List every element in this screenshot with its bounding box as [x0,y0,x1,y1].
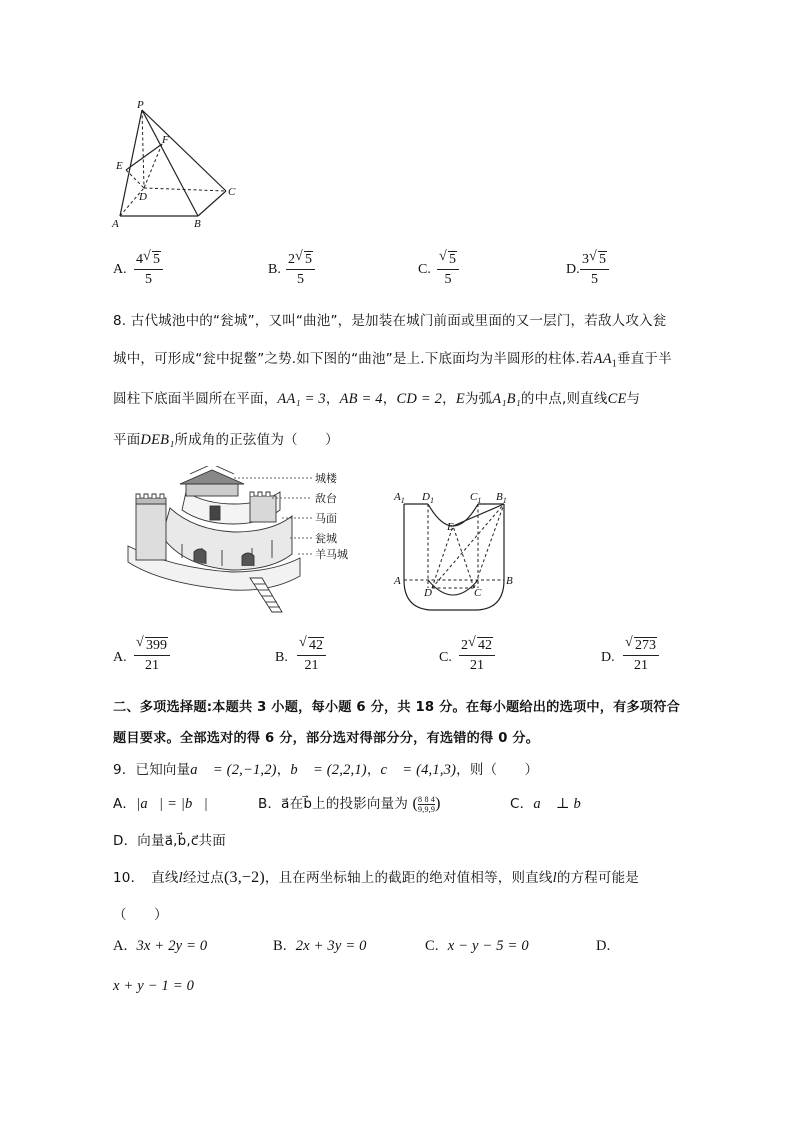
label-D: D [424,587,432,599]
label-D1: $D_1$ [422,491,434,505]
q7-option-b[interactable] [268,262,281,278]
label-B1: $B_1$ [496,491,507,505]
label-C: C [474,587,482,599]
option-letter: C. [439,650,452,665]
castle-illustration [122,466,362,614]
q8-option-c[interactable] [439,650,452,666]
section-2-heading-line-1: 二、多项选择题:本题共 3 小题，每小题 6 分，共 18 分。在每小题给出的选项中，有多项符合 [113,700,681,715]
q7-option-a-value: 4 √ 5 5 [134,252,163,288]
label-B: B [506,575,513,587]
q9-stem: 9．已知向量a⃗ = (2,−1,2)，b⃗ = (2,2,1)，c⃗ = (4,1,3)，则（ ） [113,762,539,778]
label-B: B [194,218,201,230]
q9-option-a[interactable]: A．|a⃗| = |b⃗| [113,796,208,812]
quchi-figure [390,488,520,616]
label-E: E [116,160,123,172]
q7-option-c[interactable] [418,262,431,278]
q7-option-d-value: 3 √ 5 5 [580,252,609,288]
label-C: C [228,186,236,198]
q8-option-d-value: √ 273 21 [623,638,659,674]
label-P: P [137,99,144,111]
q10-option-d[interactable]: D. [596,938,611,954]
q9-option-b[interactable]: B．a⃗在b⃗上的投影向量为 ( $\frac{8 8 4}{9,9,9}$ ) [258,794,441,814]
q9-option-d[interactable]: D．向量a⃗,b⃗,c⃗共面 [113,833,226,849]
q10-paren: （ ） [113,907,168,923]
q10-option-c[interactable]: C. x − y − 5 = 0 [425,938,529,954]
label-F: F [162,134,169,146]
label-C1: $C_1$ [470,491,482,505]
label-A1: $A_1$ [394,491,405,505]
option-letter: D. [601,650,615,665]
q10-option-d-equation: x + y − 1 = 0 [113,978,195,994]
option-letter: A. [113,262,127,277]
castle-label-ditai: 敌台 [315,492,337,505]
pyramid-figure [108,98,248,233]
castle-label-yangmacheng: 羊马城 [315,548,348,561]
q7-option-b-value: 2 √ 5 5 [286,252,315,288]
q8-option-a[interactable] [113,650,127,666]
option-letter: B. [268,262,281,277]
option-letter: D. [566,262,580,277]
option-letter: C. [418,262,431,277]
q8-line-3: 圆柱下底面半圆所在平面，AA₁ = 3，AB = 4，CD = 2，E为弧A₁B₁的中点,则直线CE与 [113,391,641,407]
q8-line-4: 平面DEB₁所成角的正弦值为（ ） [113,432,339,448]
q10-option-a[interactable]: A. 3x + 2y = 0 [113,938,208,954]
q7-option-c-value: √ 5 5 [437,252,459,288]
option-letter: B. [275,650,288,665]
q8-option-d[interactable] [601,650,615,666]
q7-option-d[interactable] [566,262,580,278]
q10-option-b[interactable]: B. 2x + 3y = 0 [273,938,367,954]
castle-label-mamian: 马面 [315,512,337,525]
q9-option-c[interactable]: C．a⃗ ⊥ b⃗ [510,796,593,812]
option-letter: A. [113,650,127,665]
q10-stem: 10． 直线l经过点(3,−2)，且在两坐标轴上的截距的绝对值相等，则直线l的方程可能是 [113,869,640,886]
q8-option-b[interactable] [275,650,288,666]
section-2-heading-line-2: 题目要求。全部选对的得 6 分，部分选对得部分分，有选错的得 0 分。 [113,731,540,746]
label-A: A [112,218,119,230]
q8-option-c-value: 2 √ 42 21 [459,638,495,674]
q8-option-a-value: √ 399 21 [134,638,170,674]
castle-label-chenglou: 城楼 [315,472,337,485]
q7-option-a[interactable] [113,262,127,278]
label-A: A [394,575,401,587]
label-E: E [447,521,454,533]
castle-label-wengcheng: 瓮城 [315,532,337,545]
label-D: D [139,191,147,203]
q8-option-b-value: √ 42 21 [297,638,326,674]
q8-line-1: 8. 古代城池中的“瓮城”，又叫“曲池”，是加装在城门前面或里面的又一层门，若敌人攻入瓮 [113,313,667,329]
q8-line-2: 城中，可形成“瓮中捉鳖”之势.如下图的“曲池”是上.下底面均为半圆形的柱体.若$AA_1$垂直于半 [113,351,672,370]
